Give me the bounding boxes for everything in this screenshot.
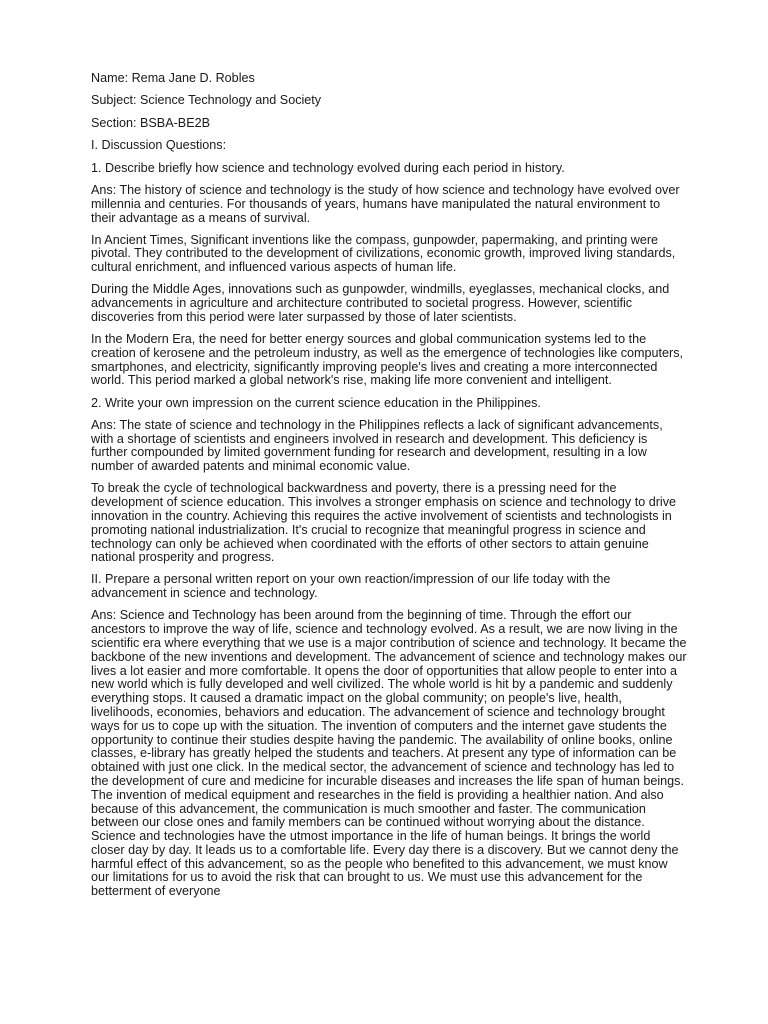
student-name: Name: Rema Jane D. Robles: [91, 71, 255, 85]
document-page: [91, 72, 687, 899]
section-line: Section: BSBA-BE2B: [91, 115, 211, 130]
question-1: 1. Describe briefly how science and technology evolved during each period in history.: [91, 160, 565, 175]
discussion-heading: I. Discussion Questions:: [91, 138, 227, 153]
answer-1-paragraph: During the Middle Ages, innovations such as gunpowder, windmills, eyeglasses, mechanical clocks, and advancements in agriculture and architecture contributed to societal progress. However, scientific discoveries from this period were later surpassed by those of later scientists.: [91, 282, 670, 324]
answer-2-paragraph: Ans: The state of science and technology in the Philippines reflects a lack of significant advancements, with a shortage of scientists and engineers involved in research and development. This deficiency is further compounded by limited government funding for research and development, resulting in a low number of awarded patents and minimal economic value.: [91, 417, 663, 474]
answer-1-paragraph: Ans: The history of science and technology is the study of how science and technology have evolved over millennia and centuries. For thousands of years, humans have manipulated the natural environment to their advantage as a means of survival.: [91, 182, 680, 225]
answer-2-paragraph: To break the cycle of technological backwardness and poverty, there is a pressing need for the development of science education. This involves a stronger emphasis on science and technology to drive innovation in the country. Achieving this requires the active involvement of scientists and technologists in promoting national industrialization. It's crucial to recognize that meaningful progress in science and technology can only be achieved when coordinated with the efforts of other sectors to attain genuine national prosperity and progress.: [91, 481, 677, 565]
part-2-heading: II. Prepare a personal written report on your own reaction/impression of our life today with the advancement in science and technology.: [91, 572, 611, 601]
answer-1-paragraph: In the Modern Era, the need for better energy sources and global communication systems led to the creation of kerosene and the petroleum industry, as well as the emergence of technologies like computers, smartphones, and electricity, significantly improving people's lives and creating a more interconnected world. This period marked a global network's rise, making life more convenient and intelligent.: [91, 332, 683, 388]
part-2-answer: Ans: Science and Technology has been around from the beginning of time. Through the effort our ancestors to improve the way of life, science and technology evolved. As a result, we are now living in the scientific era where everything that we use is a major contribution of science and technology. It became the backbone of the new inventions and development. The advancement of science and technology makes our lives a lot easier and more comfortable. It opens the door of opportunities that allow people to enter into a new world which is fully developed and well civilized. The whole world is hit by a pandemic and suddenly everything stops. It caused a dramatic impact on the global community; on people's live, health, livelihoods, economies, behaviors and education. The advancement of science and technology brought ways for us to cope up with the situation. The invention of computers and the internet gave students the opportunity to continue their studies despite having the pandemic. The availability of online books, online classes, e-library has greatly helped the students and teachers. At present any type of information can be obtained with just one click. In the medical sector, the advancement of science and technology has led to the development of cure and medicine for incurable diseases and increases the life span of human beings. The invention of medical equipment and researches in the field is providing a healthier nation. And also because of this advancement, the communication is much smoother and faster. The communication between our close ones and family members can be continued without worrying about the distance. Science and technologies have the utmost importance in the life of human beings. It brings the world closer day by day. It leads us to a comfortable life. Every day there is a discovery. But we cannot deny the harmful effect of this advancement, so as the people who benefited to this advancement, we must know our limitations for us to avoid the risk that can brought to us. We must use this advancement for the betterment of everyone: [91, 608, 687, 899]
answer-1-paragraph: In Ancient Times, Significant inventions like the compass, gunpowder, papermaking, and printing were pivotal. They contributed to the development of civilizations, economic growth, improved living standards, cultural enrichment, and influenced various aspects of human life.: [91, 232, 676, 275]
question-2: 2. Write your own impression on the current science education in the Philippines.: [91, 395, 541, 410]
subject-line: Subject: Science Technology and Society: [91, 93, 322, 108]
